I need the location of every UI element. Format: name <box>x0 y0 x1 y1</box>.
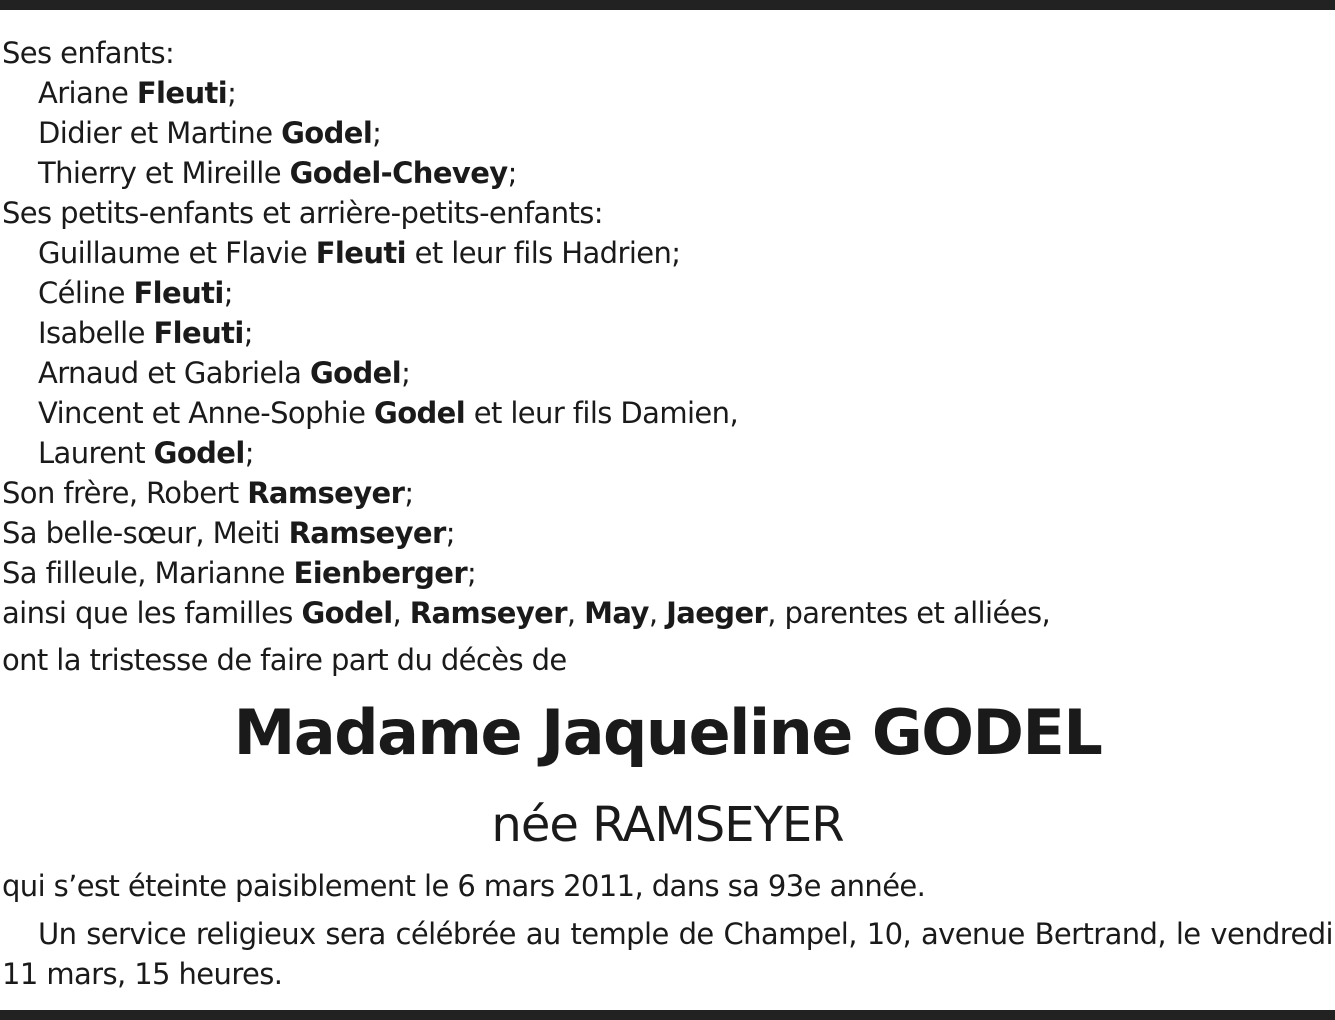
bottom-rule <box>0 1010 1335 1020</box>
line-end: ; <box>404 476 414 510</box>
given-names: Sa belle-sœur, Meiti <box>2 516 289 550</box>
separator: , <box>648 596 667 630</box>
line-end: ; <box>445 516 455 550</box>
deceased-name: Madame Jaqueline GODEL <box>233 696 1102 769</box>
announcement-intro: ont la tristesse de faire part du décès de <box>2 643 567 677</box>
family-line <box>2 393 1332 433</box>
line-end: ; <box>227 76 237 110</box>
separator: , <box>392 596 410 630</box>
family-line <box>2 313 1332 353</box>
surname: Ramseyer <box>288 516 446 550</box>
family-line <box>2 73 1332 113</box>
line-end: ; <box>372 116 382 150</box>
family-line <box>2 433 1332 473</box>
given-names: Didier et Martine <box>38 116 282 150</box>
family-line <box>2 233 1332 273</box>
families-line <box>2 593 1332 633</box>
family-line <box>2 273 1332 313</box>
given-names: Isabelle <box>38 316 154 350</box>
given-names: Thierry et Mireille <box>38 156 290 190</box>
given-names: Vincent et Anne-Sophie <box>38 396 374 430</box>
given-names: Guillaume et Flavie <box>38 236 316 270</box>
line-end: ; <box>243 316 253 350</box>
given-names: Ariane <box>38 76 137 110</box>
surname: Godel <box>153 436 245 470</box>
surname: Jaeger <box>666 596 768 630</box>
line-end: ; <box>401 356 411 390</box>
surname: Ramseyer <box>409 596 567 630</box>
surname: Godel-Chevey <box>289 156 508 190</box>
surname: Fleuti <box>153 316 244 350</box>
surname: Godel <box>281 116 373 150</box>
separator: , <box>566 596 585 630</box>
surname: Eienberger <box>293 556 468 590</box>
given-names: Laurent <box>38 436 154 470</box>
family-line <box>2 513 1332 553</box>
top-rule <box>0 0 1335 10</box>
service-notice: Un service religieux sera célébrée au temple de Champel, 10, avenue Bertrand, le vendredi 11 mars, 15 heures. <box>2 917 1333 991</box>
given-names: Sa filleule, Marianne <box>2 556 294 590</box>
family-line <box>2 153 1332 193</box>
line-end: ; <box>467 556 477 590</box>
given-names: Arnaud et Gabriela <box>38 356 310 390</box>
surname: Godel <box>373 396 466 430</box>
family-line <box>2 553 1332 593</box>
surname: Godel <box>301 596 393 630</box>
surname: Fleuti <box>315 236 406 270</box>
surname: Fleuti <box>133 276 224 310</box>
family-line <box>2 113 1332 153</box>
death-notice: qui s’est éteinte paisiblement le 6 mars 2011, dans sa 93e année. <box>2 869 926 903</box>
line-end: ; <box>507 156 517 190</box>
surname: Godel <box>309 356 402 390</box>
family-line <box>2 473 1332 513</box>
line-end: , parentes et alliées, <box>767 596 1051 630</box>
given-names: Céline <box>38 276 134 310</box>
line-end: ; <box>223 276 233 310</box>
grandchildren-heading: Ses petits-enfants et arrière-petits-enfants: <box>2 196 603 230</box>
family-line <box>2 353 1332 393</box>
surname: May <box>584 596 649 630</box>
given-names: Son frère, Robert <box>2 476 248 510</box>
families-prefix: ainsi que les familles <box>2 596 302 630</box>
line-end: ; <box>244 436 254 470</box>
family-list <box>2 33 1332 633</box>
line-end: et leur fils Hadrien; <box>405 236 681 270</box>
line-end: et leur fils Damien, <box>465 396 739 430</box>
children-heading: Ses enfants: <box>2 36 175 70</box>
surname: Fleuti <box>136 76 228 110</box>
surname: Ramseyer <box>247 476 405 510</box>
maiden-name: née RAMSEYER <box>491 797 844 853</box>
